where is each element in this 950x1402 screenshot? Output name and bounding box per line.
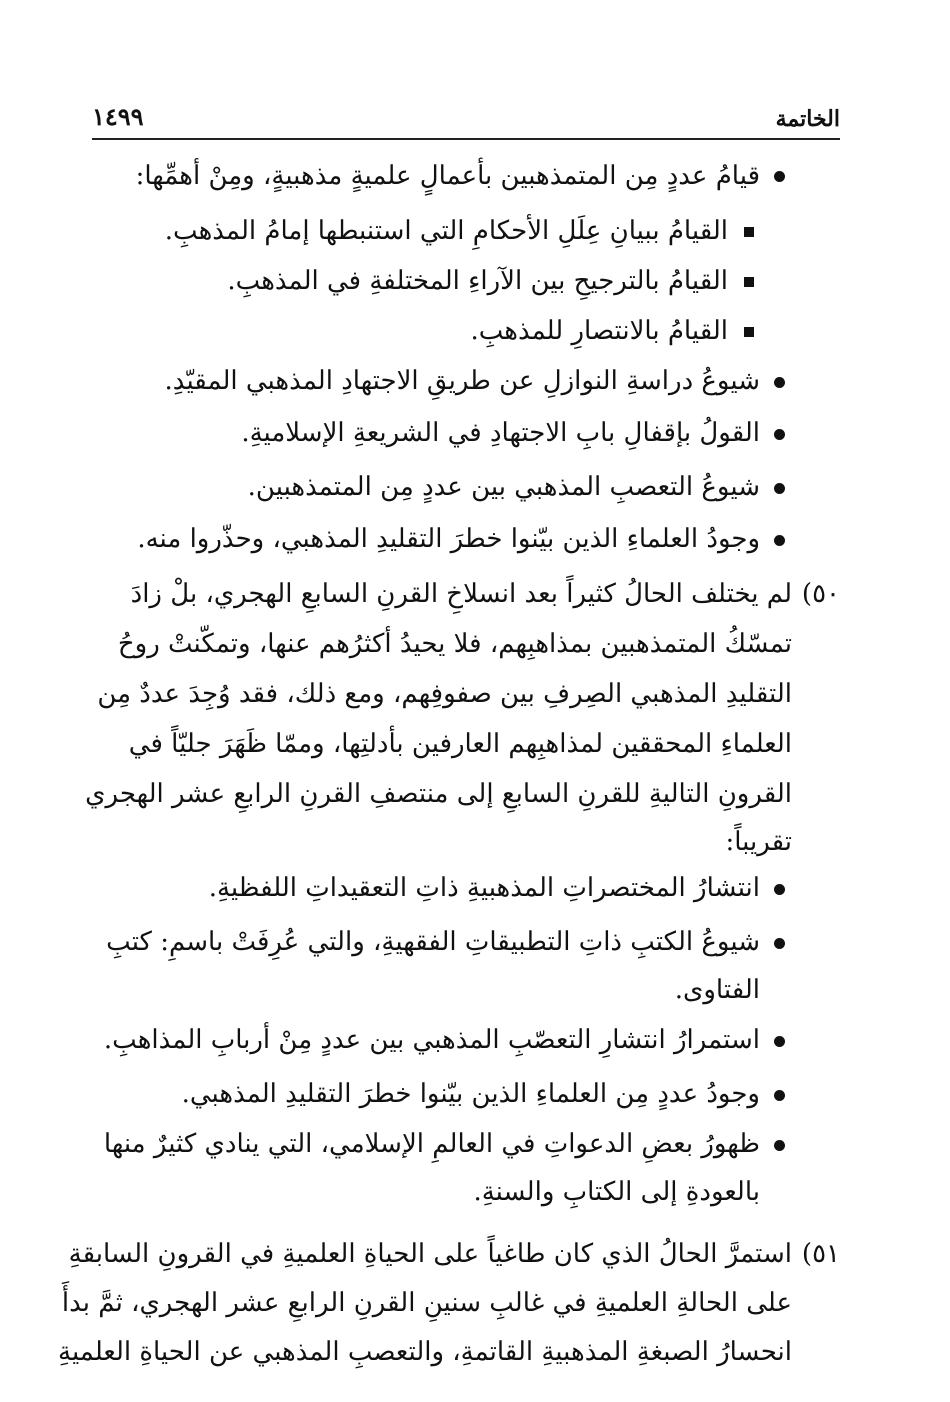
bullet-text: شيوعُ الكتبِ ذاتِ التطبيقاتِ الفقهيةِ، والتي عُرِفَتْ باسمِ: كتبِ xyxy=(106,927,760,957)
sub-bullet-text: القيامُ ببيانِ عِلَلِ الأحكامِ التي استنبطها إمامُ المذهبِ. xyxy=(164,216,728,246)
bullet-icon xyxy=(774,171,785,182)
bullet-icon xyxy=(774,884,785,895)
chapter-title: الخاتمة xyxy=(775,106,840,132)
paragraph-line: القرونِ التاليةِ للقرنِ السابعِ إلى منتصفِ القرنِ الرابعِ عشر الهجري xyxy=(85,779,792,809)
paragraph-line: على الحالةِ العلميةِ في غالبِ سنينِ القرنِ الرابعِ عشر الهجري، ثمَّ بدأَ xyxy=(61,1288,792,1318)
bullet-text: ظهورُ بعضِ الدعواتِ في العالمِ الإسلامي، التي ينادي كثيرٌ منها xyxy=(103,1129,760,1159)
bullet-icon xyxy=(774,1090,785,1101)
bullet-text: شيوعُ التعصبِ المذهبي بين عددٍ مِن المتمذهبين. xyxy=(247,472,760,502)
header-rule xyxy=(92,138,840,140)
page-number: ١٤٩٩ xyxy=(92,102,144,131)
bullet-text: شيوعُ دراسةِ النوازلِ عن طريقِ الاجتهادِ المذهبي المقيّدِ. xyxy=(164,366,760,396)
paragraph-line: التقليدِ المذهبي الصِرفِ بين صفوفِهم، ومع ذلك، فقد وُجِدَ عددٌ مِن xyxy=(97,679,792,709)
paragraph-line: لم يختلف الحالُ كثيراً بعد انسلاخِ القرنِ السابعِ الهجري، بلْ زادَ xyxy=(130,579,792,609)
paragraph-line: استمرَّ الحالُ الذي كان طاغياً على الحياةِ العلميةِ في القرونِ السابقةِ xyxy=(68,1239,792,1269)
bullet-text: انتشارُ المختصراتِ المذهبيةِ ذاتِ التعقيداتِ اللفظيةِ. xyxy=(208,873,760,903)
square-bullet-icon xyxy=(744,277,754,287)
item-number: ٥٠) xyxy=(801,579,840,609)
bullet-icon xyxy=(774,938,785,949)
square-bullet-icon xyxy=(744,327,754,337)
paragraph-line: تقريباً: xyxy=(725,827,792,857)
paragraph-line: تمسّكُ المتمذهبين بمذاهبِهم، فلا يحيدُ أكثرُهم عنها، وتمكّنتْ روحُ xyxy=(117,629,792,659)
bullet-text: القولُ بإقفالِ بابِ الاجتهادِ في الشريعةِ الإسلاميةِ. xyxy=(241,418,760,448)
item-number: ٥١) xyxy=(801,1239,840,1269)
bullet-icon xyxy=(774,535,785,546)
bullet-icon xyxy=(774,429,785,440)
bullet-text: الفتاوى. xyxy=(674,975,760,1005)
sub-bullet-text: القيامُ بالترجيحِ بين الآراءِ المختلفةِ في المذهبِ. xyxy=(227,266,728,296)
bullet-text: قيامُ عددٍ مِن المتمذهبين بأعمالٍ علميةٍ مذهبيةٍ، ومِنْ أهمِّها: xyxy=(135,161,760,191)
bullet-icon xyxy=(774,377,785,388)
bullet-text: وجودُ عددٍ مِن العلماءِ الذين بيّنوا خطرَ التقليدِ المذهبي. xyxy=(181,1079,760,1109)
bullet-icon xyxy=(774,483,785,494)
paragraph-line: انحسارُ الصبغةِ المذهبيةِ القاتمةِ، والتعصبِ المذهبي عن الحياةِ العلميةِ xyxy=(58,1337,792,1367)
bullet-icon xyxy=(774,1140,785,1151)
running-header xyxy=(92,100,840,140)
sub-bullet-text: القيامُ بالانتصارِ للمذهبِ. xyxy=(470,316,728,346)
bullet-text: استمرارُ انتشارِ التعصّبِ المذهبي بين عددٍ مِنْ أربابِ المذاهبِ. xyxy=(103,1025,760,1055)
square-bullet-icon xyxy=(744,227,754,237)
paragraph-line: العلماءِ المحققين لمذاهبِهم العارفين بأدلتِها، وممّا ظَهَرَ جليّاً في xyxy=(128,729,792,759)
bullet-icon xyxy=(774,1036,785,1047)
bullet-text: بالعودةِ إلى الكتابِ والسنةِ. xyxy=(473,1177,760,1207)
bullet-text: وجودُ العلماءِ الذين بيّنوا خطرَ التقليدِ المذهبي، وحذّروا منه. xyxy=(137,524,760,554)
